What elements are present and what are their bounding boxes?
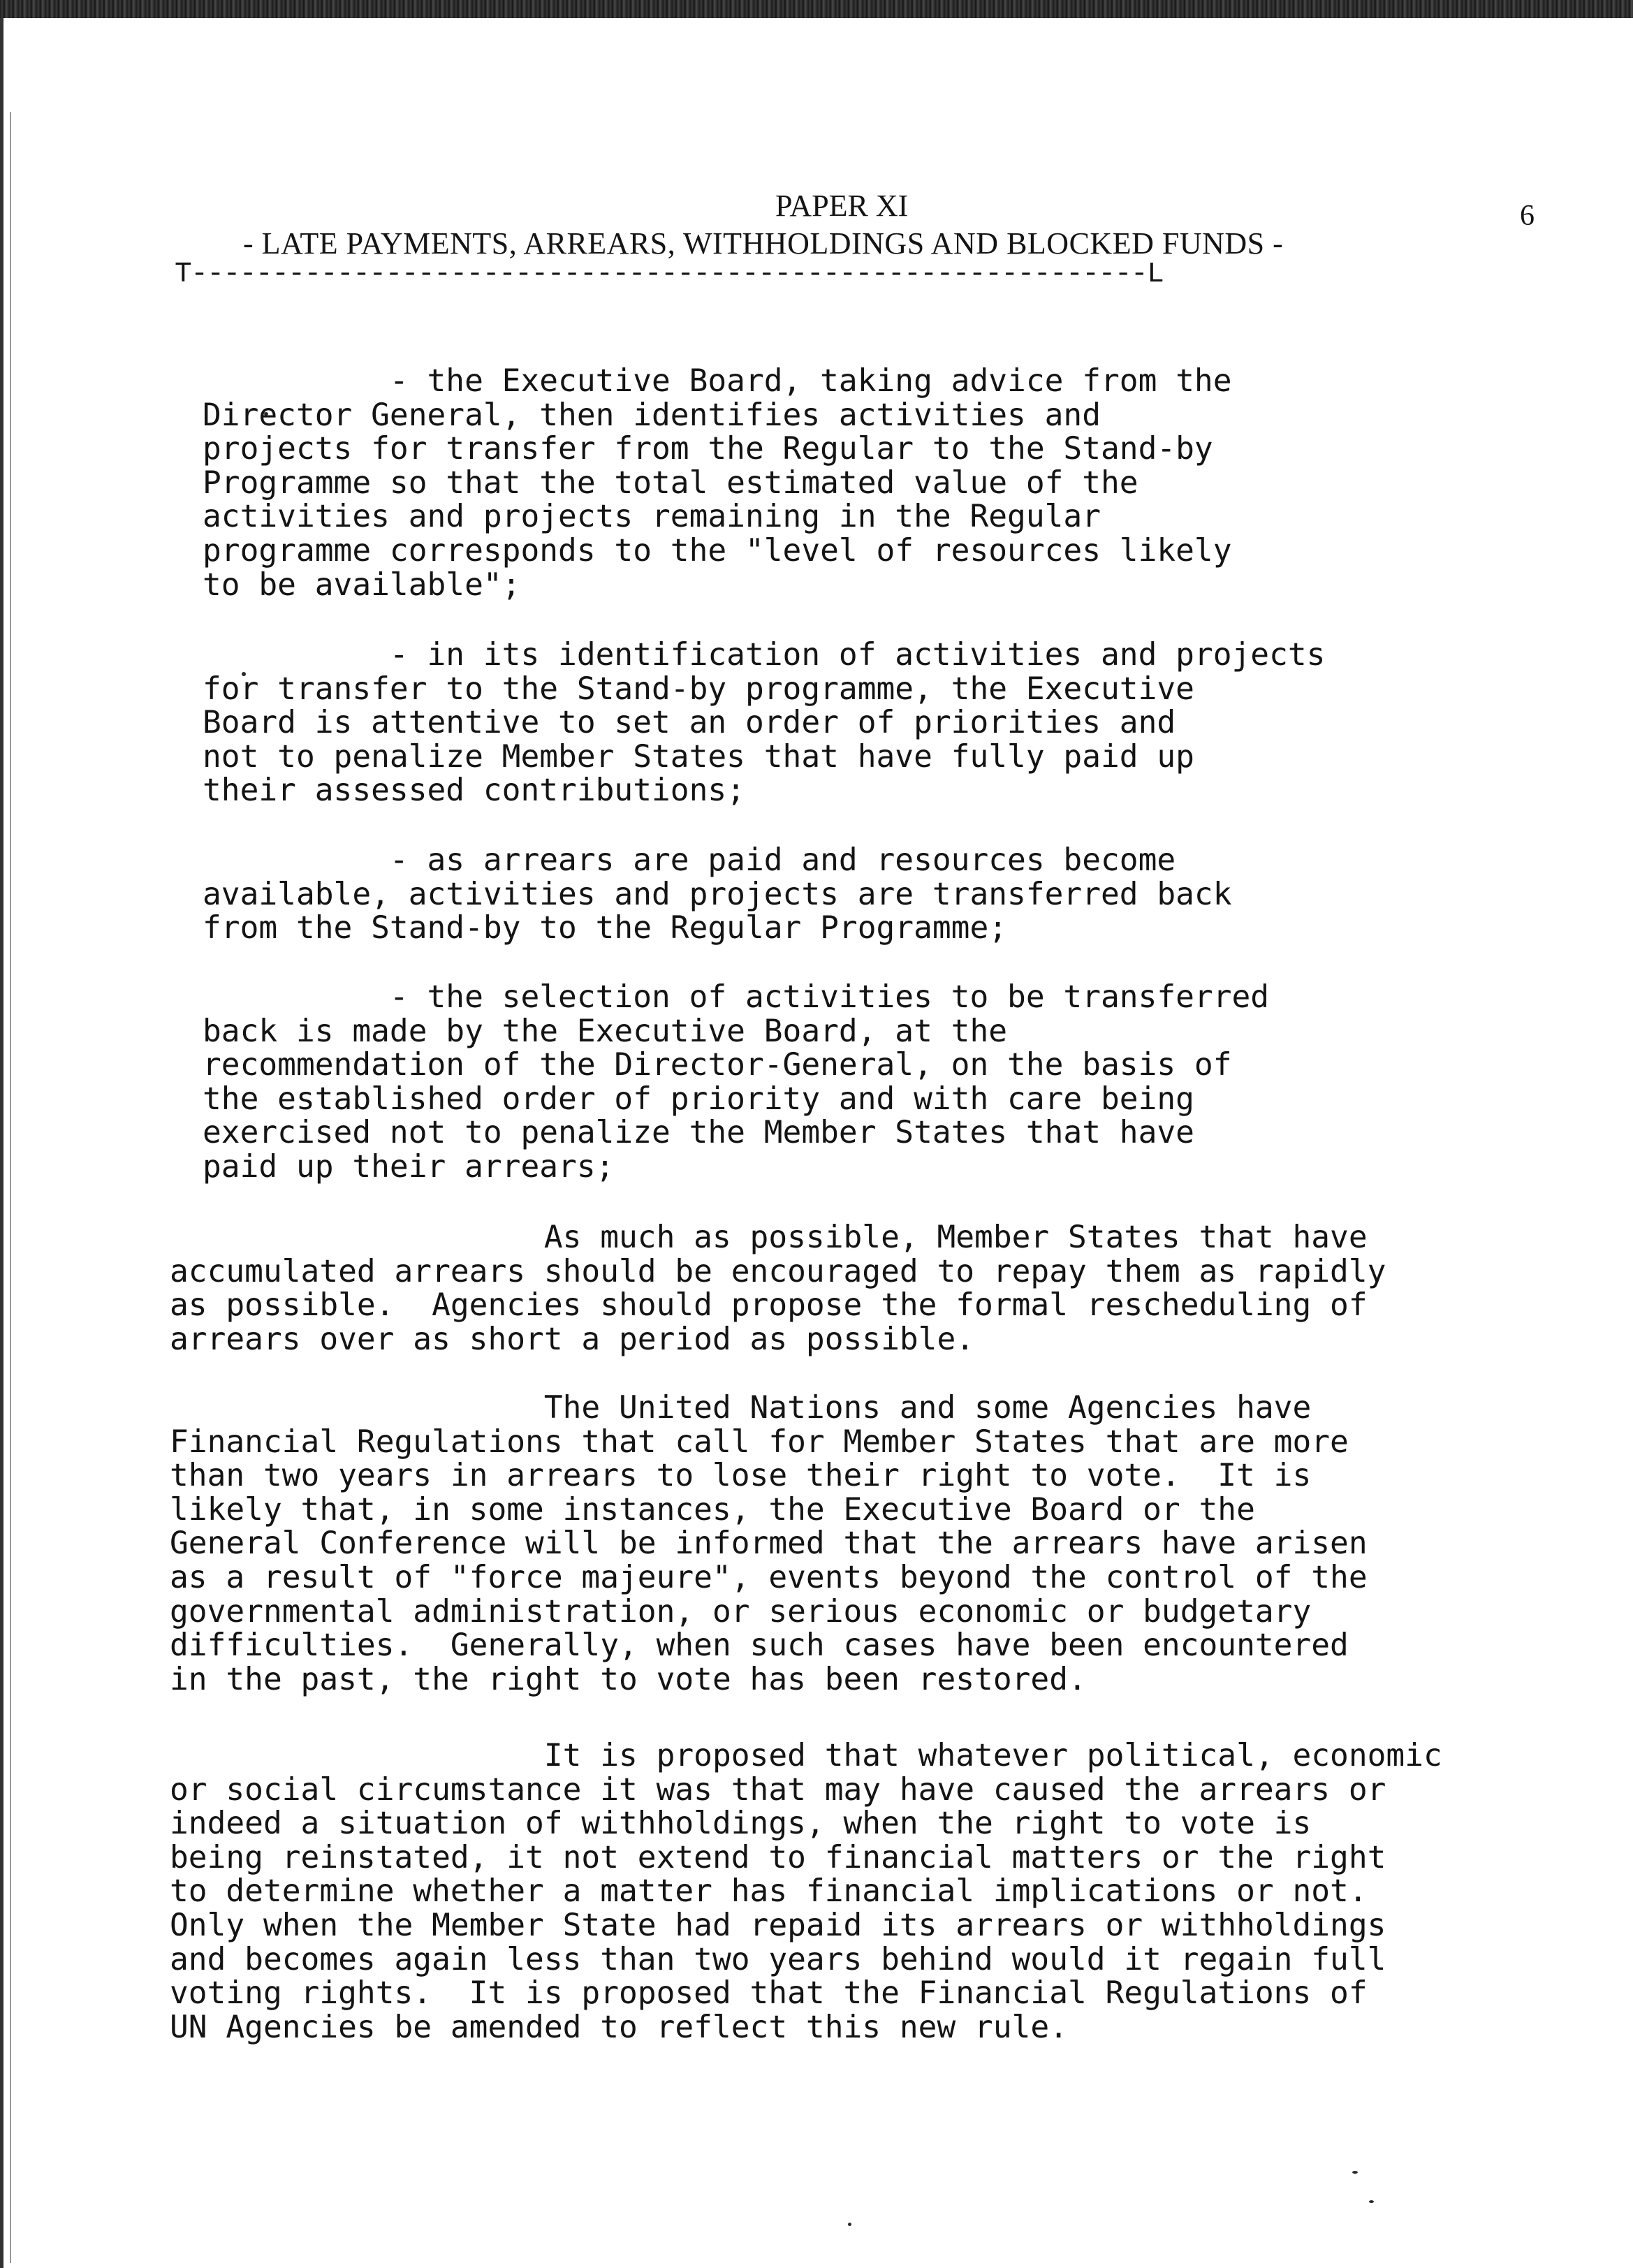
body-paragraph: - in its identification of activities and projects for transfer to the Stand-by programme, the Executive Board is attentive to set an order of priorities and not to penalize Member States that have fully paid up their assessed contributions; [203,637,1326,809]
body-paragraph: It is proposed that whatever political, economic or social circumstance it was that may have caused the arrears or indeed a situation of withholdings, when the right to vote is being reinstated, it not extend to financial matters or the right to determine whether a matter has financial implications or not. Only when the Member State had repaid its arrears or withholdings and becomes again less than two years behind would it regain full voting rights. It is proposed that the Financial Regulations of UN Agencies be amended to reflect this new rule. [170,1738,1442,2045]
header-rule: T-----------------------------------------------------------L [175,258,1164,291]
scan-left-edge [0,18,3,2268]
page-number: 6 [1520,200,1535,232]
body-paragraph: The United Nations and some Agencies have Financial Regulations that call for Member States that are more than two years in arrears to lose their right to vote. It is likely that, in some instances, the Executive Board or the General Conference will be informed that the arrears have arisen as a result of "force majeure", events beyond the control of the governmental administration, or serious economic or budgetary difficulties. Generally, when such cases have been encountered in the past, the right to vote has been restored. [170,1390,1368,1697]
scan-top-edge [0,0,1633,18]
body-paragraph: As much as possible, Member States that have accumulated arrears should be encouraged to repay them as rapidly as possible. Agencies should propose the formal rescheduling of arrears over as short a period as possible. [170,1220,1386,1357]
page-title: - LATE PAYMENTS, ARREARS, WITHHOLDINGS AND BLOCKED FUNDS - [243,226,1284,261]
body-paragraph: - the Executive Board, taking advice from the Director General, then identifies activities and projects for transfer from the Regular to the Stand-by Programme so that the total estimated value of the activities and projects remaining in the Regular programme corresponds to the "level of resources likely to be available"; [203,363,1232,603]
scan-speck [1352,2171,1358,2174]
scan-speck [1369,2200,1374,2203]
scan-speck [848,2223,851,2226]
scan-left-line [10,112,11,2263]
body-paragraph: - the selection of activities to be transferred back is made by the Executive Board, at the recommendation of the Director-General, on the basis of the established order of priority and with care being exercised not to penalize the Member States that have paid up their arrears; [203,979,1270,1185]
body-paragraph: - as arrears are paid and resources become available, activities and projects are transferred back from the Stand-by to the Regular Programme; [203,842,1232,946]
paper-label: PAPER XI [775,189,909,223]
